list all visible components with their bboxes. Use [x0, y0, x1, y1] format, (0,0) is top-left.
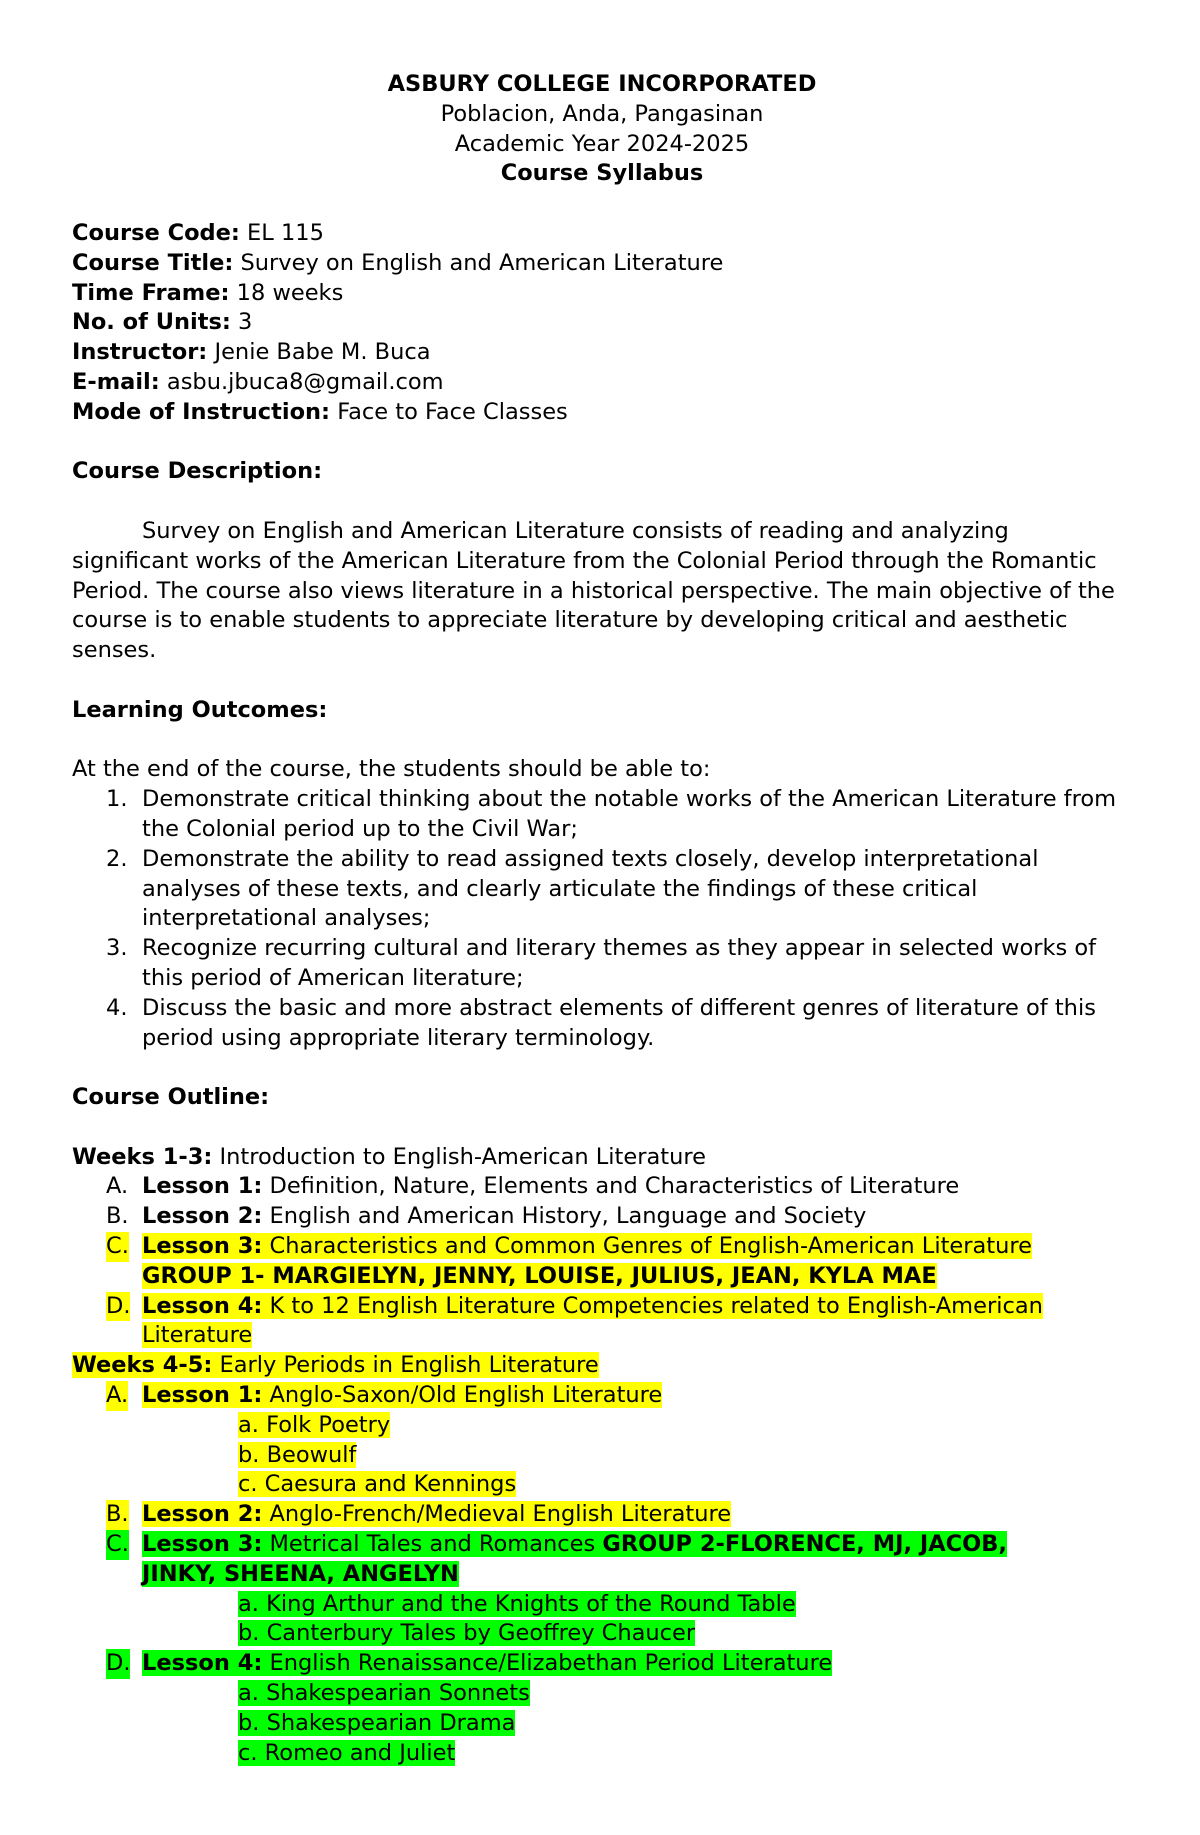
lesson-title: Metrical Tales and Romances [262, 1531, 603, 1558]
document-title: Course Syllabus [500, 160, 704, 187]
sub-topic: a. Shakespearian Sonnets [238, 1680, 530, 1707]
group-assignment: GROUP 2-FLORENCE, MJ, JACOB, [602, 1531, 1007, 1558]
lesson-label: Lesson 2: [142, 1501, 263, 1528]
info-value: 3 [230, 309, 253, 336]
lesson-title: Characteristics and Common Genres of English-American Literature [262, 1233, 1032, 1260]
lesson-item [72, 1172, 1132, 1202]
sub-topic: b. Canterbury Tales by Geoffrey Chaucer [238, 1620, 696, 1647]
lesson-label: Lesson 1: [142, 1382, 263, 1409]
info-label: No. of Units: [72, 309, 231, 336]
info-time-frame [72, 279, 1132, 309]
lesson-title: English Renaissance/Elizabethan Period Literature [262, 1650, 833, 1677]
info-value: Face to Face Classes [330, 398, 568, 425]
weeks-4-5-heading [72, 1351, 1132, 1381]
outcome-item [72, 785, 1132, 845]
outcomes-heading: Learning Outcomes: [72, 696, 328, 723]
lesson-letter: A. [106, 1173, 129, 1200]
lesson-label: Lesson 1: [142, 1173, 263, 1200]
lesson-letter: D. [106, 1292, 130, 1322]
weeks-title: Introduction to English-American Literature [212, 1143, 706, 1170]
info-value: EL 115 [239, 219, 324, 246]
school-name: ASBURY COLLEGE INCORPORATED [387, 71, 817, 97]
lesson-letter: C. [106, 1530, 129, 1560]
info-units [72, 308, 1132, 338]
outcomes-intro: At the end of the course, the students should be able to: [72, 756, 711, 783]
outcome-item [72, 845, 1132, 934]
outcome-text: Discuss the basic and more abstract elements of different genres of literature of this period using appropriate literary terminology. [142, 994, 1096, 1051]
sub-topic: a. King Arthur and the Knights of the Round Table [238, 1590, 796, 1617]
sub-topic: b. Shakespearian Drama [238, 1709, 516, 1736]
lesson-item [72, 1232, 1132, 1292]
outcome-text: Demonstrate the ability to read assigned texts closely, develop interpretational analyses of these texts, and clearly articulate the findings of these critical interpretational analyses; [142, 845, 1039, 932]
outcome-item [72, 934, 1132, 994]
weeks-label: Weeks 4-5: [72, 1352, 213, 1379]
info-label: Course Title: [72, 249, 234, 276]
lesson-letter: B. [106, 1500, 129, 1530]
outline-heading: Course Outline: [72, 1084, 270, 1111]
info-instructor [72, 338, 1132, 368]
lesson-item [72, 1530, 1132, 1590]
outcome-item [72, 994, 1132, 1054]
academic-year: Academic Year 2024-2025 [454, 130, 750, 157]
lesson-letter: D. [106, 1649, 130, 1679]
outcome-text: Recognize recurring cultural and literary themes as they appear in selected works of this period of American literature; [142, 935, 1097, 991]
group-assignment: GROUP 1- MARGIELYN, JENNY, LOUISE, JULIUS, JEAN, KYLA MAE [142, 1262, 937, 1289]
info-value: 18 weeks [229, 279, 344, 306]
info-mode [72, 398, 1132, 428]
info-label: Mode of Instruction: [72, 398, 331, 425]
outcomes-list [72, 785, 1132, 1053]
outcome-number: 3. [106, 935, 128, 962]
lesson-letter: B. [106, 1203, 129, 1230]
school-address: Poblacion, Anda, Pangasinan [440, 100, 764, 127]
group-assignment-continued: JINKY, SHEENA, ANGELYN [142, 1560, 459, 1587]
lesson-item [72, 1292, 1132, 1352]
info-course-code [72, 219, 1132, 249]
weeks-1-3-heading [72, 1143, 1132, 1173]
outcome-number: 4. [106, 994, 128, 1021]
info-course-title [72, 249, 1132, 279]
lesson-item [72, 1202, 1132, 1232]
lesson-title: K to 12 English Literature Competencies related to English-American [262, 1292, 1043, 1319]
info-email [72, 368, 1132, 398]
weeks-label: Weeks 1-3: [72, 1143, 213, 1170]
weeks-title: Early Periods in English Literature [212, 1352, 599, 1379]
lesson-title: English and American History, Language and Society [262, 1203, 867, 1230]
info-label: Instructor: [72, 339, 208, 366]
info-value: Jenie Babe M. Buca [207, 339, 431, 366]
outcome-number: 2. [106, 845, 128, 872]
course-info [72, 219, 1132, 428]
info-label: Course Code: [72, 219, 240, 246]
info-value: Survey on English and American Literature [233, 249, 724, 276]
lesson-title: Definition, Nature, Elements and Characteristics of Literature [262, 1173, 960, 1200]
sub-topic: c. Caesura and Kennings [238, 1471, 517, 1498]
lesson-item [72, 1381, 1132, 1411]
lesson-label: Lesson 2: [142, 1203, 263, 1230]
lesson-label: Lesson 4: [142, 1650, 263, 1677]
lesson-item [72, 1500, 1132, 1530]
lesson-title: Anglo-French/Medieval English Literature [262, 1501, 732, 1528]
lesson-letter: C. [106, 1232, 129, 1262]
sub-topic: c. Romeo and Juliet [238, 1739, 456, 1766]
sub-topic: a. Folk Poetry [238, 1411, 391, 1438]
info-label: Time Frame: [72, 279, 230, 306]
outcome-text: Demonstrate critical thinking about the notable works of the American Literature from the Colonial period up to the Civil War; [142, 786, 1117, 842]
lesson-title: Anglo-Saxon/Old English Literature [262, 1382, 663, 1409]
info-label: E-mail: [72, 368, 160, 395]
lesson-item [72, 1649, 1132, 1679]
lesson-letter: A. [106, 1381, 128, 1411]
lesson-label: Lesson 4: [142, 1292, 263, 1319]
description-heading: Course Description: [72, 458, 323, 485]
lesson-title-continued: Literature [142, 1322, 253, 1349]
sub-topic: b. Beowulf [238, 1441, 357, 1468]
lesson-label: Lesson 3: [142, 1233, 263, 1260]
outcome-number: 1. [106, 786, 128, 813]
syllabus-page [72, 70, 1132, 1768]
lesson-label: Lesson 3: [142, 1531, 263, 1558]
description-text: Survey on English and American Literature consists of reading and analyzing significant works of the American Literature from the Colonial Period through the Romantic Period. The course also views literature in a historical perspective. The main objective of the course is to enable students to appreciate literature by developing critical and aesthetic senses. [72, 517, 1115, 664]
info-value: asbu.jbuca8@gmail.com [159, 368, 444, 395]
